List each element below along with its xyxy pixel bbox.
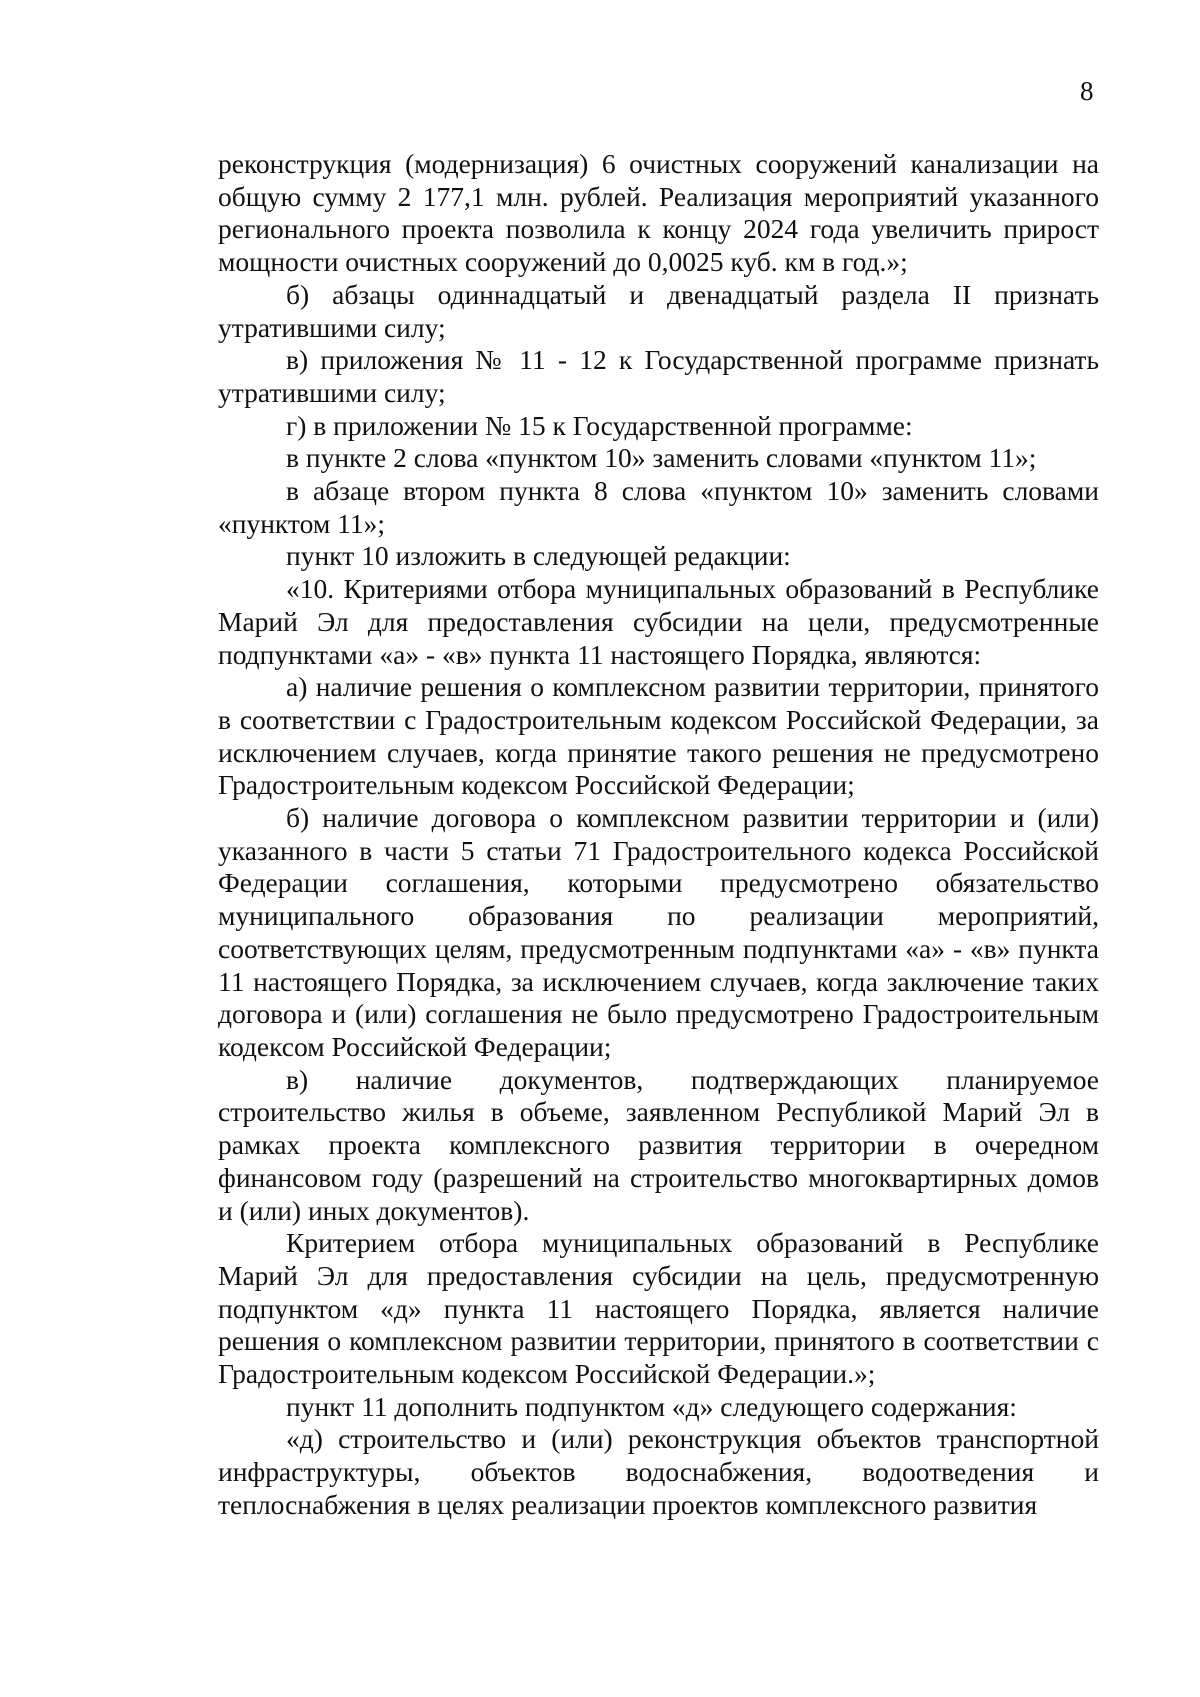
paragraph-criterion-b: б) наличие договора о комплексном развитии территории и (или) указанного в части 5 статьи 71 Градостроительного кодекса Российской Федерации соглашения, которыми предусмотрено обязательство муниципального образования по реализации мероприятий, соответствующих целям, предусмотренным подпунктами «а» - «в» пункта 11 настоящего Порядка, за исключением случаев, когда заключение таких договора и (или) соглашения не было предусмотрено Градостроительным кодексом Российской Федерации; xyxy=(218,802,1099,1062)
paragraph-point-10-intro: пункт 10 изложить в следующей редакции: xyxy=(286,540,791,572)
paragraph-criterion-a: а) наличие решения о комплексном развитии территории, принятого в соответствии с Градостроительным кодексом Российской Федерации, за исключением случаев, когда принятие такого решения не предусмотрено Градостроительным кодексом Российской Федерации; xyxy=(218,671,1099,801)
paragraph-continuation: реконструкция (модернизация) 6 очистных сооружений канализации на общую сумму 2 177,1 млн. рублей. Реализация мероприятий указанного регионального проекта позволила к концу 2024 года увеличить прирост мощности очистных сооружений до 0,0025 куб. км в год.»; xyxy=(218,148,1099,278)
paragraph-subpoint-d: «д) строительство и (или) реконструкция объектов транспортной инфраструктуры, объектов водоснабжения, водоотведения и теплоснабжения в целях реализации проектов комплексного развития xyxy=(218,1423,1099,1520)
paragraph-point-11-intro: пункт 11 дополнить подпунктом «д» следующего содержания: xyxy=(286,1390,1017,1422)
page-number: 8 xyxy=(1080,76,1094,106)
paragraph-item-g: г) в приложении № 15 к Государственной программе: xyxy=(286,409,913,441)
paragraph-point-2: в пункте 2 слова «пунктом 10» заменить словами «пунктом 11»; xyxy=(286,442,1037,474)
document-body xyxy=(218,148,1099,1522)
paragraph-item-b: б) абзацы одиннадцатый и двенадцатый раздела II признать утратившими силу; xyxy=(218,278,1099,343)
paragraph-item-v: в) приложения № 11 - 12 к Государственной программе признать утратившими силу; xyxy=(218,344,1099,408)
paragraph-criterion-v: в) наличие документов, подтверждающих планируемое строительство жилья в объеме, заявленном Республикой Марий Эл в рамках проекта комплексного развития территории в очередном финансовом году (разрешений на строительство многоквартирных домов и (или) иных документов). xyxy=(218,1063,1099,1226)
paragraph-point-10-criteria: «10. Критериями отбора муниципальных образований в Республике Марий Эл для предоставления субсидии на цели, предусмотренные подпунктами «а» - «в» пункта 11 настоящего Порядка, являются: xyxy=(218,573,1099,670)
paragraph-point-8: в абзаце втором пункта 8 слова «пунктом 10» заменить словами «пунктом 11»; xyxy=(218,475,1099,539)
paragraph-criterion-d: Критерием отбора муниципальных образований в Республике Марий Эл для предоставления субсидии на цель, предусмотренную подпунктом «д» пункта 11 настоящего Порядка, является наличие решения о комплексном развитии территории, принятого в соответствии с Градостроительным кодексом Российской Федерации.»; xyxy=(218,1227,1099,1390)
